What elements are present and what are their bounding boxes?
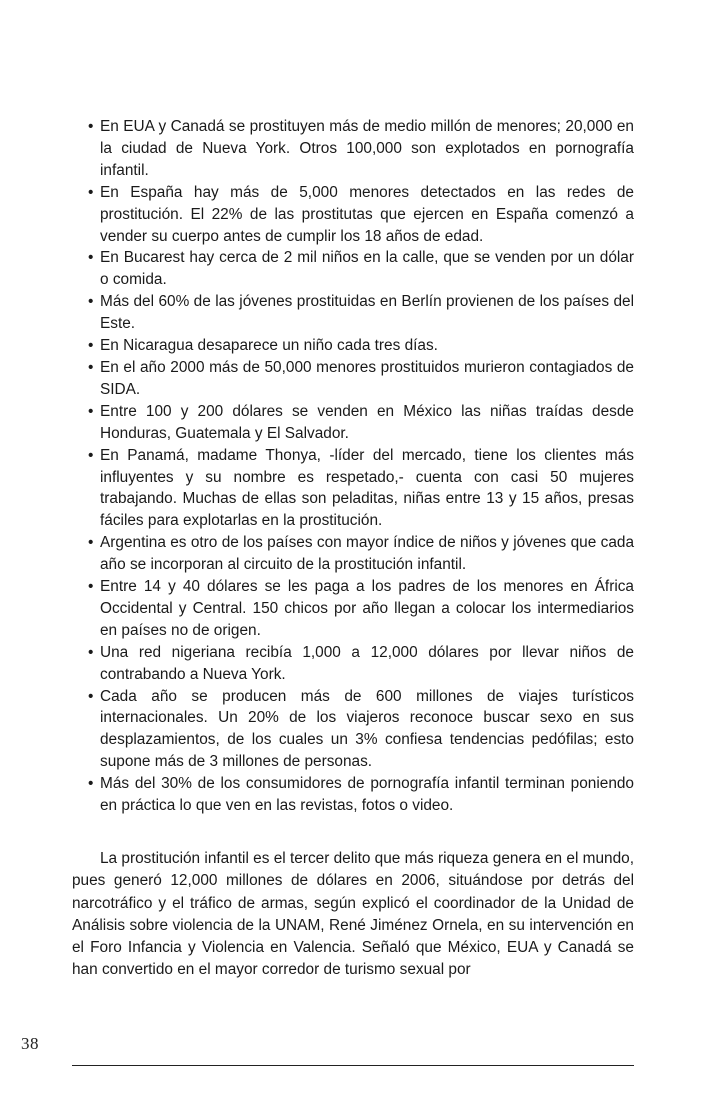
- bullet-text: En Bucarest hay cerca de 2 mil niños en la calle, que se venden por un dólar o comida.: [100, 249, 634, 289]
- bullet-marker: •: [88, 534, 94, 552]
- bullet-item: [86, 357, 634, 401]
- bullet-marker: •: [88, 249, 94, 267]
- bullet-item: [86, 445, 634, 533]
- bullet-text: En Panamá, madame Thonya, -líder del mercado, tiene los clientes más influyentes y su nombre es respetado,- cuenta con casi 50 mujeres trabajando. Muchas de ellas son peladitas, niñas entre 13 y 15 años, presas fáciles para explotarlas en la prostitución.: [100, 446, 634, 530]
- bullet-text: Una red nigeriana recibía 1,000 a 12,000 dólares por llevar niños de contrabando a Nueva York.: [100, 643, 634, 683]
- bullet-marker: •: [88, 293, 94, 311]
- bullet-item: [86, 116, 634, 182]
- bullet-marker: •: [88, 446, 94, 464]
- bullet-item: [86, 686, 634, 774]
- bullet-item: [86, 401, 634, 445]
- bullet-text: Argentina es otro de los países con mayor índice de niños y jóvenes que cada año se incorporan al circuito de la prostitución infantil.: [100, 534, 634, 574]
- bullet-text: En EUA y Canadá se prostituyen más de medio millón de menores; 20,000 en la ciudad de Nueva York. Otros 100,000 son explotados en pornografía infantil.: [100, 118, 634, 179]
- bullet-marker: •: [88, 118, 94, 135]
- bullet-marker: •: [88, 775, 94, 793]
- bullet-item: [86, 532, 634, 576]
- bullet-text: Entre 14 y 40 dólares se les paga a los padres de los menores en África Occidental y Central. 150 chicos por año llegan a colocar los intermediarios en países no de origen.: [100, 578, 634, 639]
- page-number: 38: [21, 1034, 39, 1053]
- bullet-text: Más del 30% de los consumidores de pornografía infantil terminan poniendo en práctica lo que ven en las revistas, fotos o video.: [100, 775, 634, 815]
- bullet-text: En el año 2000 más de 50,000 menores prostituidos murieron contagiados de SIDA.: [100, 358, 634, 398]
- bullet-item: [86, 182, 634, 248]
- bullet-item: [86, 335, 634, 357]
- bullet-marker: •: [88, 402, 94, 420]
- bullet-marker: •: [88, 643, 94, 661]
- body-paragraph: La prostitución infantil es el tercer delito que más riqueza genera en el mundo, pues generó 12,000 millones de dólares en 2006, situándose por detrás del narcotráfico y el tráfico de armas, según explicó el coordinador de la Unidad de Análisis sobre violencia de la UNAM, René Jiménez Ornela, en su intervención en el Foro Infancia y Violencia en Valencia. Señaló que México, EUA y Canadá se han convertido en el mayor corredor de turismo sexual por: [72, 850, 634, 979]
- bullet-list: [86, 116, 634, 817]
- bullet-marker: •: [88, 578, 94, 596]
- bullet-item: [86, 576, 634, 642]
- bullet-marker: •: [88, 183, 94, 201]
- bullet-marker: •: [88, 358, 94, 376]
- bullet-text: En España hay más de 5,000 menores detectados en las redes de prostitución. El 22% de las prostitutas que ejercen en España comenzó a vender su cuerpo antes de cumplir los 18 años de edad.: [100, 183, 634, 245]
- bullet-item: [86, 291, 634, 335]
- bullet-marker: •: [88, 687, 94, 705]
- bullet-item: [86, 773, 634, 817]
- bullet-marker: •: [88, 337, 94, 355]
- bullet-item: [86, 642, 634, 686]
- bullet-text: En Nicaragua desaparece un niño cada tres días.: [100, 337, 438, 355]
- bullet-text: Entre 100 y 200 dólares se venden en México las niñas traídas desde Honduras, Guatemala y El Salvador.: [100, 402, 634, 442]
- bullet-text: Más del 60% de las jóvenes prostituidas en Berlín provienen de los países del Este.: [100, 293, 634, 333]
- footer-rule: [72, 1065, 634, 1066]
- bullet-text: Cada año se producen más de 600 millones de viajes turísticos internacionales. Un 20% de los viajeros reconoce buscar sexo en sus desplazamientos, de los cuales un 3% confiesa tendencias pedófilas; esto supone más de 3 millones de personas.: [100, 687, 634, 771]
- bullet-item: [86, 247, 634, 291]
